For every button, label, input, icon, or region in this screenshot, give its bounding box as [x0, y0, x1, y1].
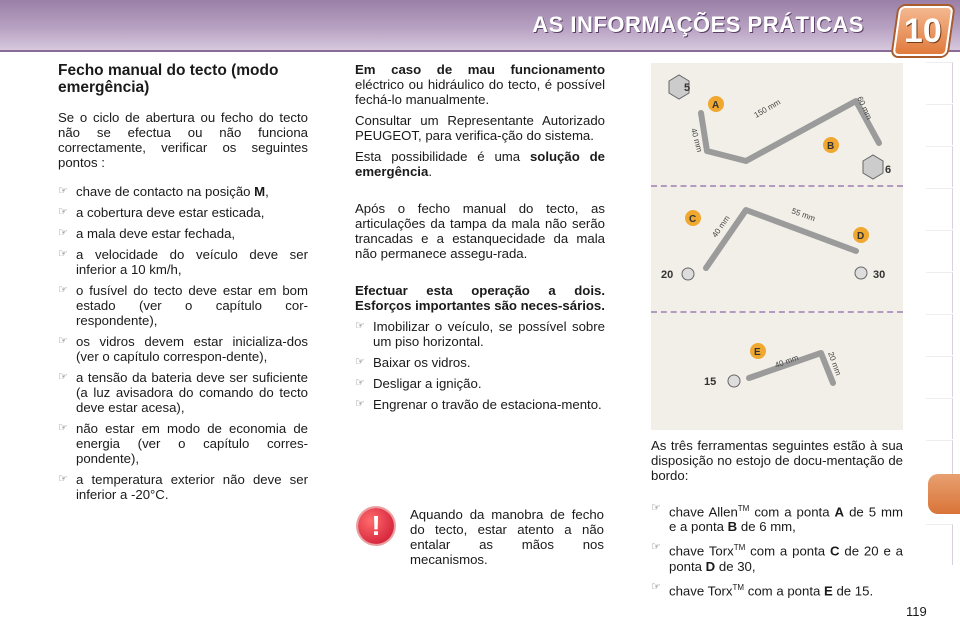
- list-item: ☞ Baixar os vidros.: [355, 355, 605, 370]
- list-item: ☞ chave Torx™ com a ponta E de 15.: [651, 580, 903, 598]
- chapter-tab-active[interactable]: [928, 474, 960, 514]
- chapter-badge: [892, 6, 953, 56]
- list-item: ☞ Desligar a ignição.: [355, 376, 605, 391]
- chapter-tab[interactable]: [926, 188, 953, 229]
- diagram-label: 6: [885, 164, 892, 176]
- page-title: AS INFORMAÇÕES PRÁTICAS: [532, 12, 864, 37]
- list-item: ☞ a velocidade do veículo deve ser inferior a 10 km/h,: [58, 247, 308, 277]
- diagram-label: 55 mm: [790, 206, 817, 224]
- list-item: ☞ chave Torx™ com a ponta C de 20 e a ponta D de 30,: [651, 540, 903, 573]
- checklist: [58, 184, 308, 502]
- hex-nut-icon: [863, 155, 883, 179]
- allen-key-icon: [701, 101, 879, 161]
- chapter-tab[interactable]: [926, 62, 953, 103]
- list-item: ☞ Imobilizar o veículo, se possível sobre um piso horizontal.: [355, 319, 605, 349]
- torx-star-icon: [855, 267, 867, 279]
- dashed-divider: [651, 185, 903, 187]
- steps-list: [355, 319, 605, 412]
- chapter-tabs: [926, 62, 960, 582]
- chapter-tab[interactable]: [926, 272, 953, 313]
- dashed-divider: [651, 311, 903, 313]
- diagram-label: B: [827, 141, 835, 152]
- diagram-label: 150 mm: [752, 97, 783, 120]
- list-item: ☞ chave de contacto na posição M,: [58, 184, 308, 199]
- diagram-label: 40 mm: [773, 353, 800, 370]
- chapter-tab[interactable]: [926, 146, 953, 187]
- list-item: ☞ não estar em modo de economia de energia (ver o capítulo corres-pondente),: [58, 421, 308, 466]
- tools-diagram: [651, 63, 903, 430]
- malfunction-paragraph: Em caso de mau funcionamento eléctrico ou hidráulico do tecto, é possível fechá-lo manualmente.: [355, 62, 605, 107]
- chapter-tab[interactable]: [926, 104, 953, 145]
- list-item: ☞ a temperatura exterior não deve ser inferior a -20°C.: [58, 472, 308, 502]
- emergency-paragraph: Esta possibilidade é uma solução de emergência.: [355, 149, 606, 179]
- warning-text: Aquando da manobra de fecho do tecto, estar atento a não entalar as mãos nos mecanismos.: [410, 507, 604, 567]
- chapter-number: 10: [904, 11, 942, 50]
- diagram-label: A: [712, 100, 720, 111]
- tools-list: [651, 501, 903, 598]
- chapter-tab[interactable]: [926, 230, 953, 271]
- diagram-label: 30: [873, 269, 886, 281]
- diagram-label: C: [689, 214, 697, 225]
- warning-icon: !: [358, 508, 394, 544]
- dealer-paragraph: Consultar um Representante Autorizado PEUGEOT, para verifica-ção do sistema.: [355, 113, 605, 143]
- chapter-tab[interactable]: [926, 356, 953, 397]
- chapter-tab[interactable]: [926, 524, 953, 565]
- diagram-label: 20: [661, 269, 674, 281]
- torx-star-icon: [728, 375, 740, 387]
- tools-illustration: [651, 63, 903, 430]
- list-item: ☞ os vidros devem estar inicializa-dos (ver o capítulo correspon-dente),: [58, 334, 308, 364]
- header-divider: [0, 50, 960, 52]
- intro-paragraph: Se o ciclo de abertura ou fecho do tecto não se efectua ou não funciona correctamente, verificar os seguintes pontos :: [58, 110, 308, 170]
- column-right: [651, 438, 903, 604]
- diagram-label: 40 mm: [689, 127, 705, 154]
- after-close-paragraph: Após o fecho manual do tecto, as articulações da tampa da mala não serão trancadas e a estanquecidade da mala não permanece assegu-rada.: [355, 201, 605, 261]
- diagram-label: 20 mm: [826, 350, 843, 377]
- diagram-label: E: [754, 347, 761, 358]
- list-item: ☞ chave Allen™ com a ponta A de 5 mm e a ponta B de 6 mm,: [651, 501, 903, 534]
- two-people-note: Efectuar esta operação a dois. Esforços importantes são neces-sários.: [355, 283, 605, 313]
- page-number: 119: [906, 604, 927, 619]
- diagram-label: 15: [704, 376, 717, 388]
- list-item: ☞ a mala deve estar fechada,: [58, 226, 308, 241]
- list-item: ☞ a cobertura deve estar esticada,: [58, 205, 308, 220]
- diagram-label: D: [857, 231, 865, 242]
- section-title: Fecho manual do tecto (modo emergência): [58, 62, 279, 96]
- list-item: ☞ a tensão da bateria deve ser suficiente (a luz avisadora do comando do tecto deve estar acesa),: [58, 370, 308, 415]
- diagram-label: 60 mm: [855, 95, 874, 122]
- diagram-label: 5: [684, 82, 691, 94]
- list-item: ☞ Engrenar o travão de estaciona-mento.: [355, 397, 605, 412]
- tools-intro: As três ferramentas seguintes estão à sua disposição no estojo de docu-mentação de bordo:: [651, 438, 903, 483]
- diagram-label: 40 mm: [710, 213, 732, 240]
- column-middle: [355, 62, 605, 418]
- chapter-tab[interactable]: [926, 398, 953, 439]
- chapter-tab[interactable]: [926, 314, 953, 355]
- column-left: [58, 62, 308, 508]
- torx-star-icon: [682, 268, 694, 280]
- list-item: ☞ o fusível do tecto deve estar em bom estado (ver o capítulo cor-respondente),: [58, 283, 308, 328]
